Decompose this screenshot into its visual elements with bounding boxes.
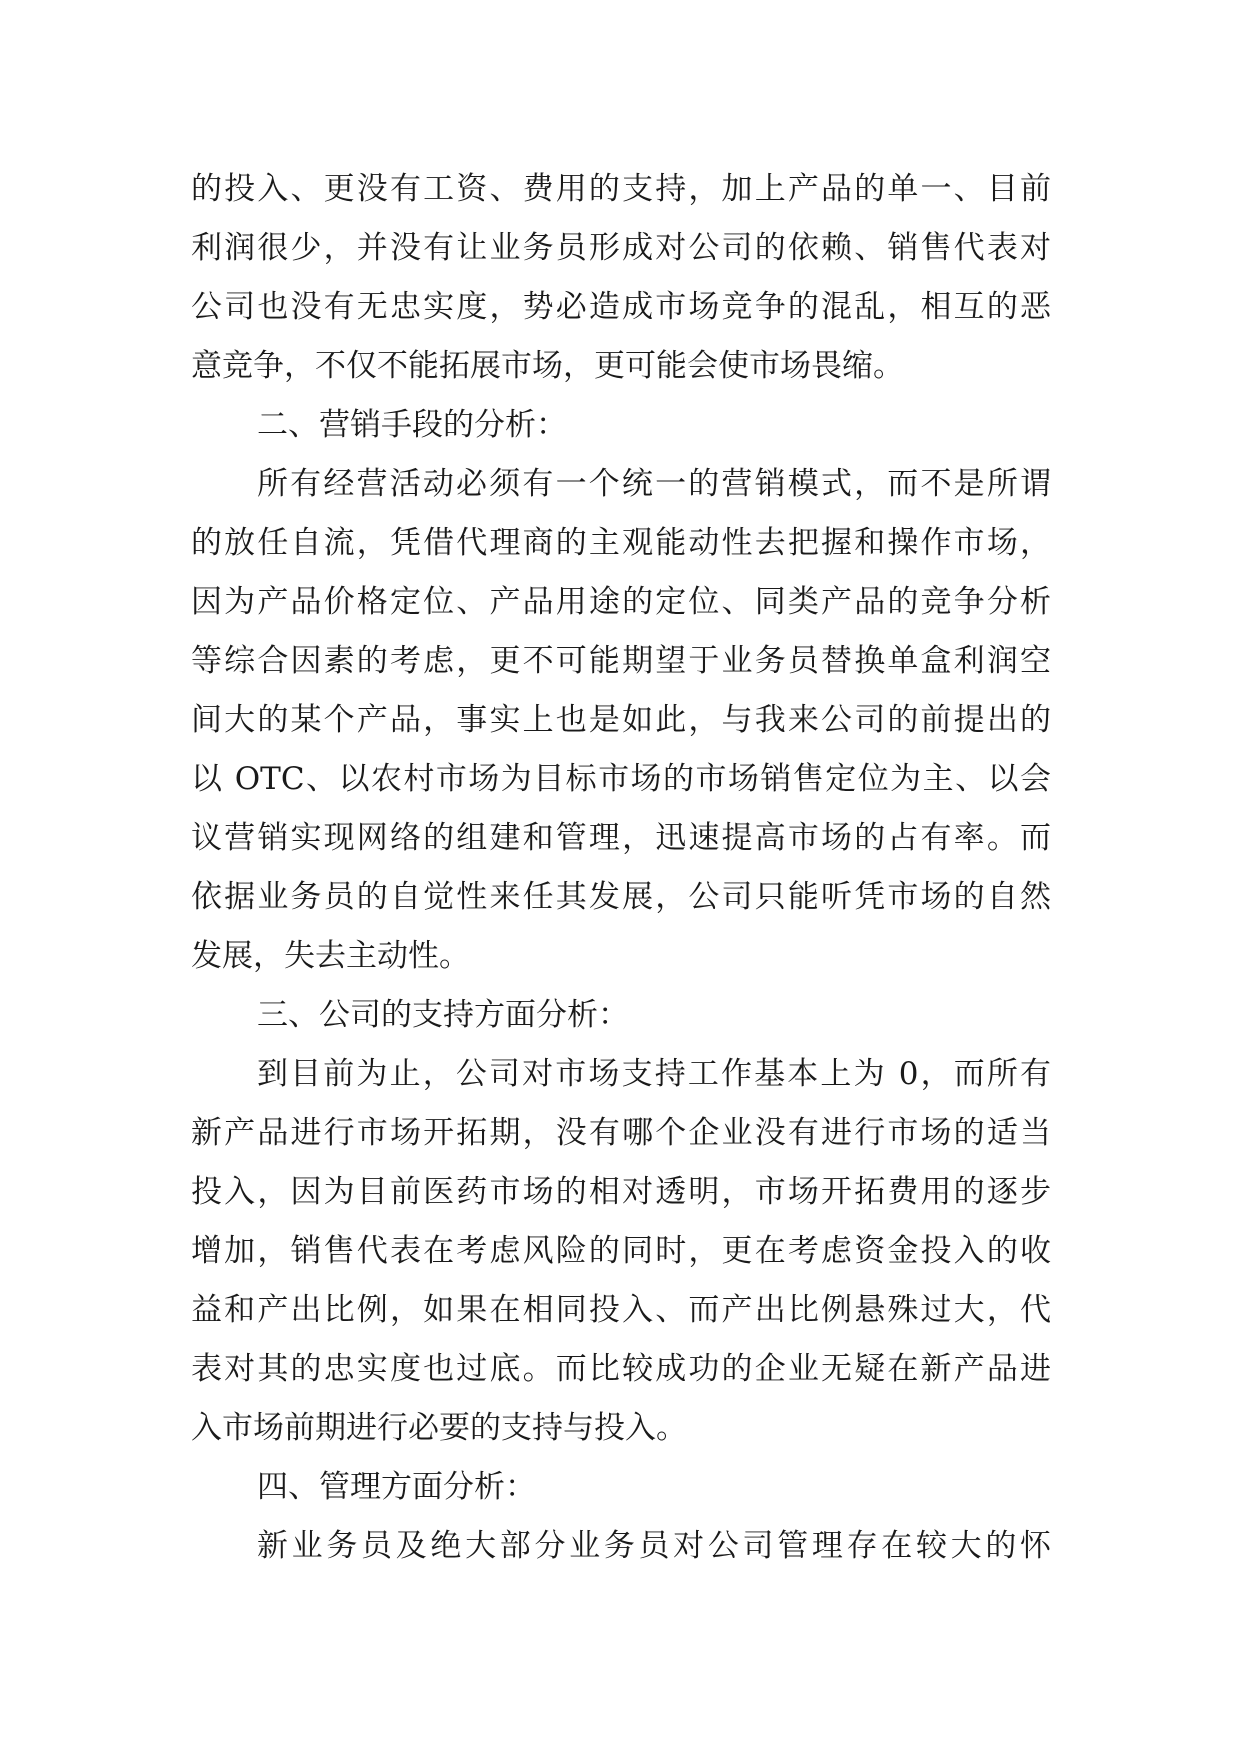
paragraph-1-line-4: 意竞争，不仅不能拓展市场，更可能会使市场畏缩。 bbox=[191, 348, 904, 384]
paragraph-1-line-1: 的投入、更没有工资、费用的支持，加上产品的单一、目前 bbox=[191, 171, 1051, 207]
paragraph-2-line-7: 议营销实现网络的组建和管理，迅速提高市场的占有率。而 bbox=[191, 820, 1051, 856]
paragraph-2-line-2: 的放任自流，凭借代理商的主观能动性去把握和操作市场， bbox=[191, 525, 1051, 561]
paragraph-3-line-6: 表对其的忠实度也过底。而比较成功的企业无疑在新产品进 bbox=[191, 1351, 1051, 1387]
paragraph-1-line-2: 利润很少，并没有让业务员形成对公司的依赖、销售代表对 bbox=[191, 230, 1051, 266]
paragraph-2-line-5: 间大的某个产品，事实上也是如此，与我来公司的前提出的 bbox=[191, 702, 1051, 738]
paragraph-2-line-9: 发展，失去主动性。 bbox=[191, 938, 470, 974]
paragraph-2-line-3: 因为产品价格定位、产品用途的定位、同类产品的竞争分析 bbox=[191, 584, 1051, 620]
section-heading-management: 四、管理方面分析： bbox=[257, 1469, 536, 1505]
paragraph-2-line-6: 以 OTC、以农村市场为目标市场的市场销售定位为主、以会 bbox=[191, 761, 1051, 797]
paragraph-2-line-1: 所有经营活动必须有一个统一的营销模式，而不是所谓 bbox=[257, 466, 1051, 502]
paragraph-3-line-3: 投入，因为目前医药市场的相对透明，市场开拓费用的逐步 bbox=[191, 1174, 1051, 1210]
paragraph-2-line-8: 依据业务员的自觉性来任其发展，公司只能听凭市场的自然 bbox=[191, 879, 1051, 915]
paragraph-3-line-5: 益和产出比例，如果在相同投入、而产出比例悬殊过大，代 bbox=[191, 1292, 1051, 1328]
paragraph-3-line-4: 增加，销售代表在考虑风险的同时，更在考虑资金投入的收 bbox=[191, 1233, 1051, 1269]
paragraph-2-line-4: 等综合因素的考虑，更不可能期望于业务员替换单盒利润空 bbox=[191, 643, 1051, 679]
paragraph-4-line-1: 新业务员及绝大部分业务员对公司管理存在较大的怀 bbox=[257, 1528, 1051, 1564]
document-body bbox=[191, 160, 1051, 1576]
section-heading-company-support: 三、公司的支持方面分析： bbox=[257, 997, 629, 1033]
paragraph-3-line-7: 入市场前期进行必要的支持与投入。 bbox=[191, 1410, 687, 1446]
paragraph-3-line-2: 新产品进行市场开拓期，没有哪个企业没有进行市场的适当 bbox=[191, 1115, 1051, 1151]
paragraph-3-line-1: 到目前为止，公司对市场支持工作基本上为 0，而所有 bbox=[257, 1056, 1051, 1092]
paragraph-1-line-3: 公司也没有无忠实度，势必造成市场竞争的混乱，相互的恶 bbox=[191, 289, 1051, 325]
section-heading-marketing: 二、营销手段的分析： bbox=[257, 407, 567, 443]
